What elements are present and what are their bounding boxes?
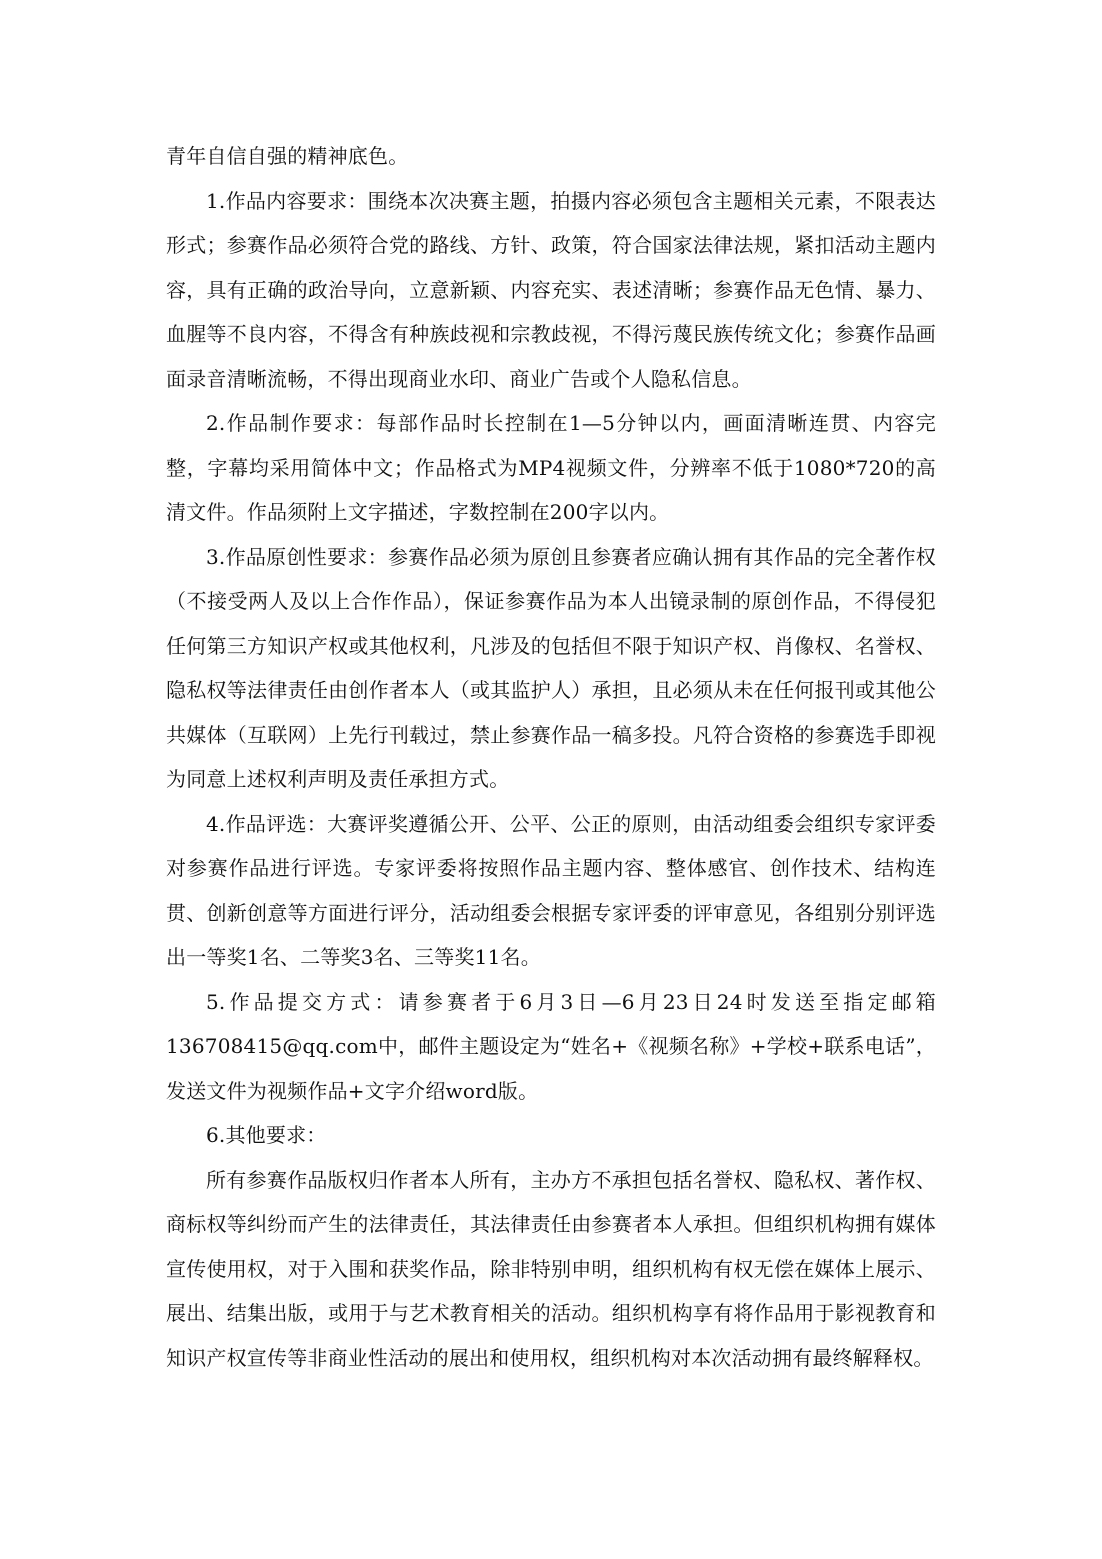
paragraph-continuation: 青年自信自强的精神底色。 [166,144,409,168]
document-body [166,134,936,1380]
paragraph-production-requirements: 2.作品制作要求：每部作品时长控制在1—5分钟以内，画面清晰连贯、内容完整，字幕均采用简体中文；作品格式为MP4视频文件，分辨率不低于1080*720的高清文件。作品须附上文字描述，字数控制在200字以内。 [166,411,936,524]
paragraph-other-heading: 6.其他要求： [206,1123,327,1147]
paragraph-submission: 5.作品提交方式：请参赛者于6月3日—6月23日24时发送至指定邮箱136708415@qq.com中，邮件主题设定为“姓名+《视频名称》+学校+联系电话”，发送文件为视频作品+文字介绍word版。 [166,989,936,1103]
paragraph-content-requirements: 1.作品内容要求：围绕本次决赛主题，拍摄内容必须包含主题相关元素，不限表达形式；参赛作品必须符合党的路线、方针、政策，符合国家法律法规，紧扣活动主题内容，具有正确的政治导向，立意新颖、内容充实、表述清晰；参赛作品无色情、暴力、血腥等不良内容，不得含有种族歧视和宗教歧视，不得污蔑民族传统文化；参赛作品画面录音清晰流畅，不得出现商业水印、商业广告或个人隐私信息。 [166,188,936,391]
paragraph-copyright: 所有参赛作品版权归作者本人所有，主办方不承担包括名誉权、隐私权、著作权、商标权等纠纷而产生的法律责任，其法律责任由参赛者本人承担。但组织机构拥有媒体宣传使用权，对于入围和获奖作品，除非特别申明，组织机构有权无偿在媒体上展示、展出、结集出版，或用于与艺术教育相关的活动。组织机构享有将作品用于影视教育和知识产权宣传等非商业性活动的展出和使用权，组织机构对本次活动拥有最终解释权。 [166,1167,936,1370]
paragraph-originality-requirements: 3.作品原创性要求：参赛作品必须为原创且参赛者应确认拥有其作品的完全著作权（不接受两人及以上合作作品），保证参赛作品为本人出镜录制的原创作品，不得侵犯任何第三方知识产权或其他权利，凡涉及的包括但不限于知识产权、肖像权、名誉权、隐私权等法律责任由创作者本人（或其监护人）承担，且必须从未在任何报刊或其他公共媒体（互联网）上先行刊载过，禁止参赛作品一稿多投。凡符合资格的参赛选手即视为同意上述权利声明及责任承担方式。 [166,544,936,791]
paragraph-judging: 4.作品评选：大赛评奖遵循公开、公平、公正的原则，由活动组委会组织专家评委对参赛作品进行评选。专家评委将按照作品主题内容、整体感官、创作技术、结构连贯、创新创意等方面进行评分，活动组委会根据专家评委的评审意见，各组别分别评选出一等奖1名、二等奖3名、三等奖11名。 [166,811,936,969]
